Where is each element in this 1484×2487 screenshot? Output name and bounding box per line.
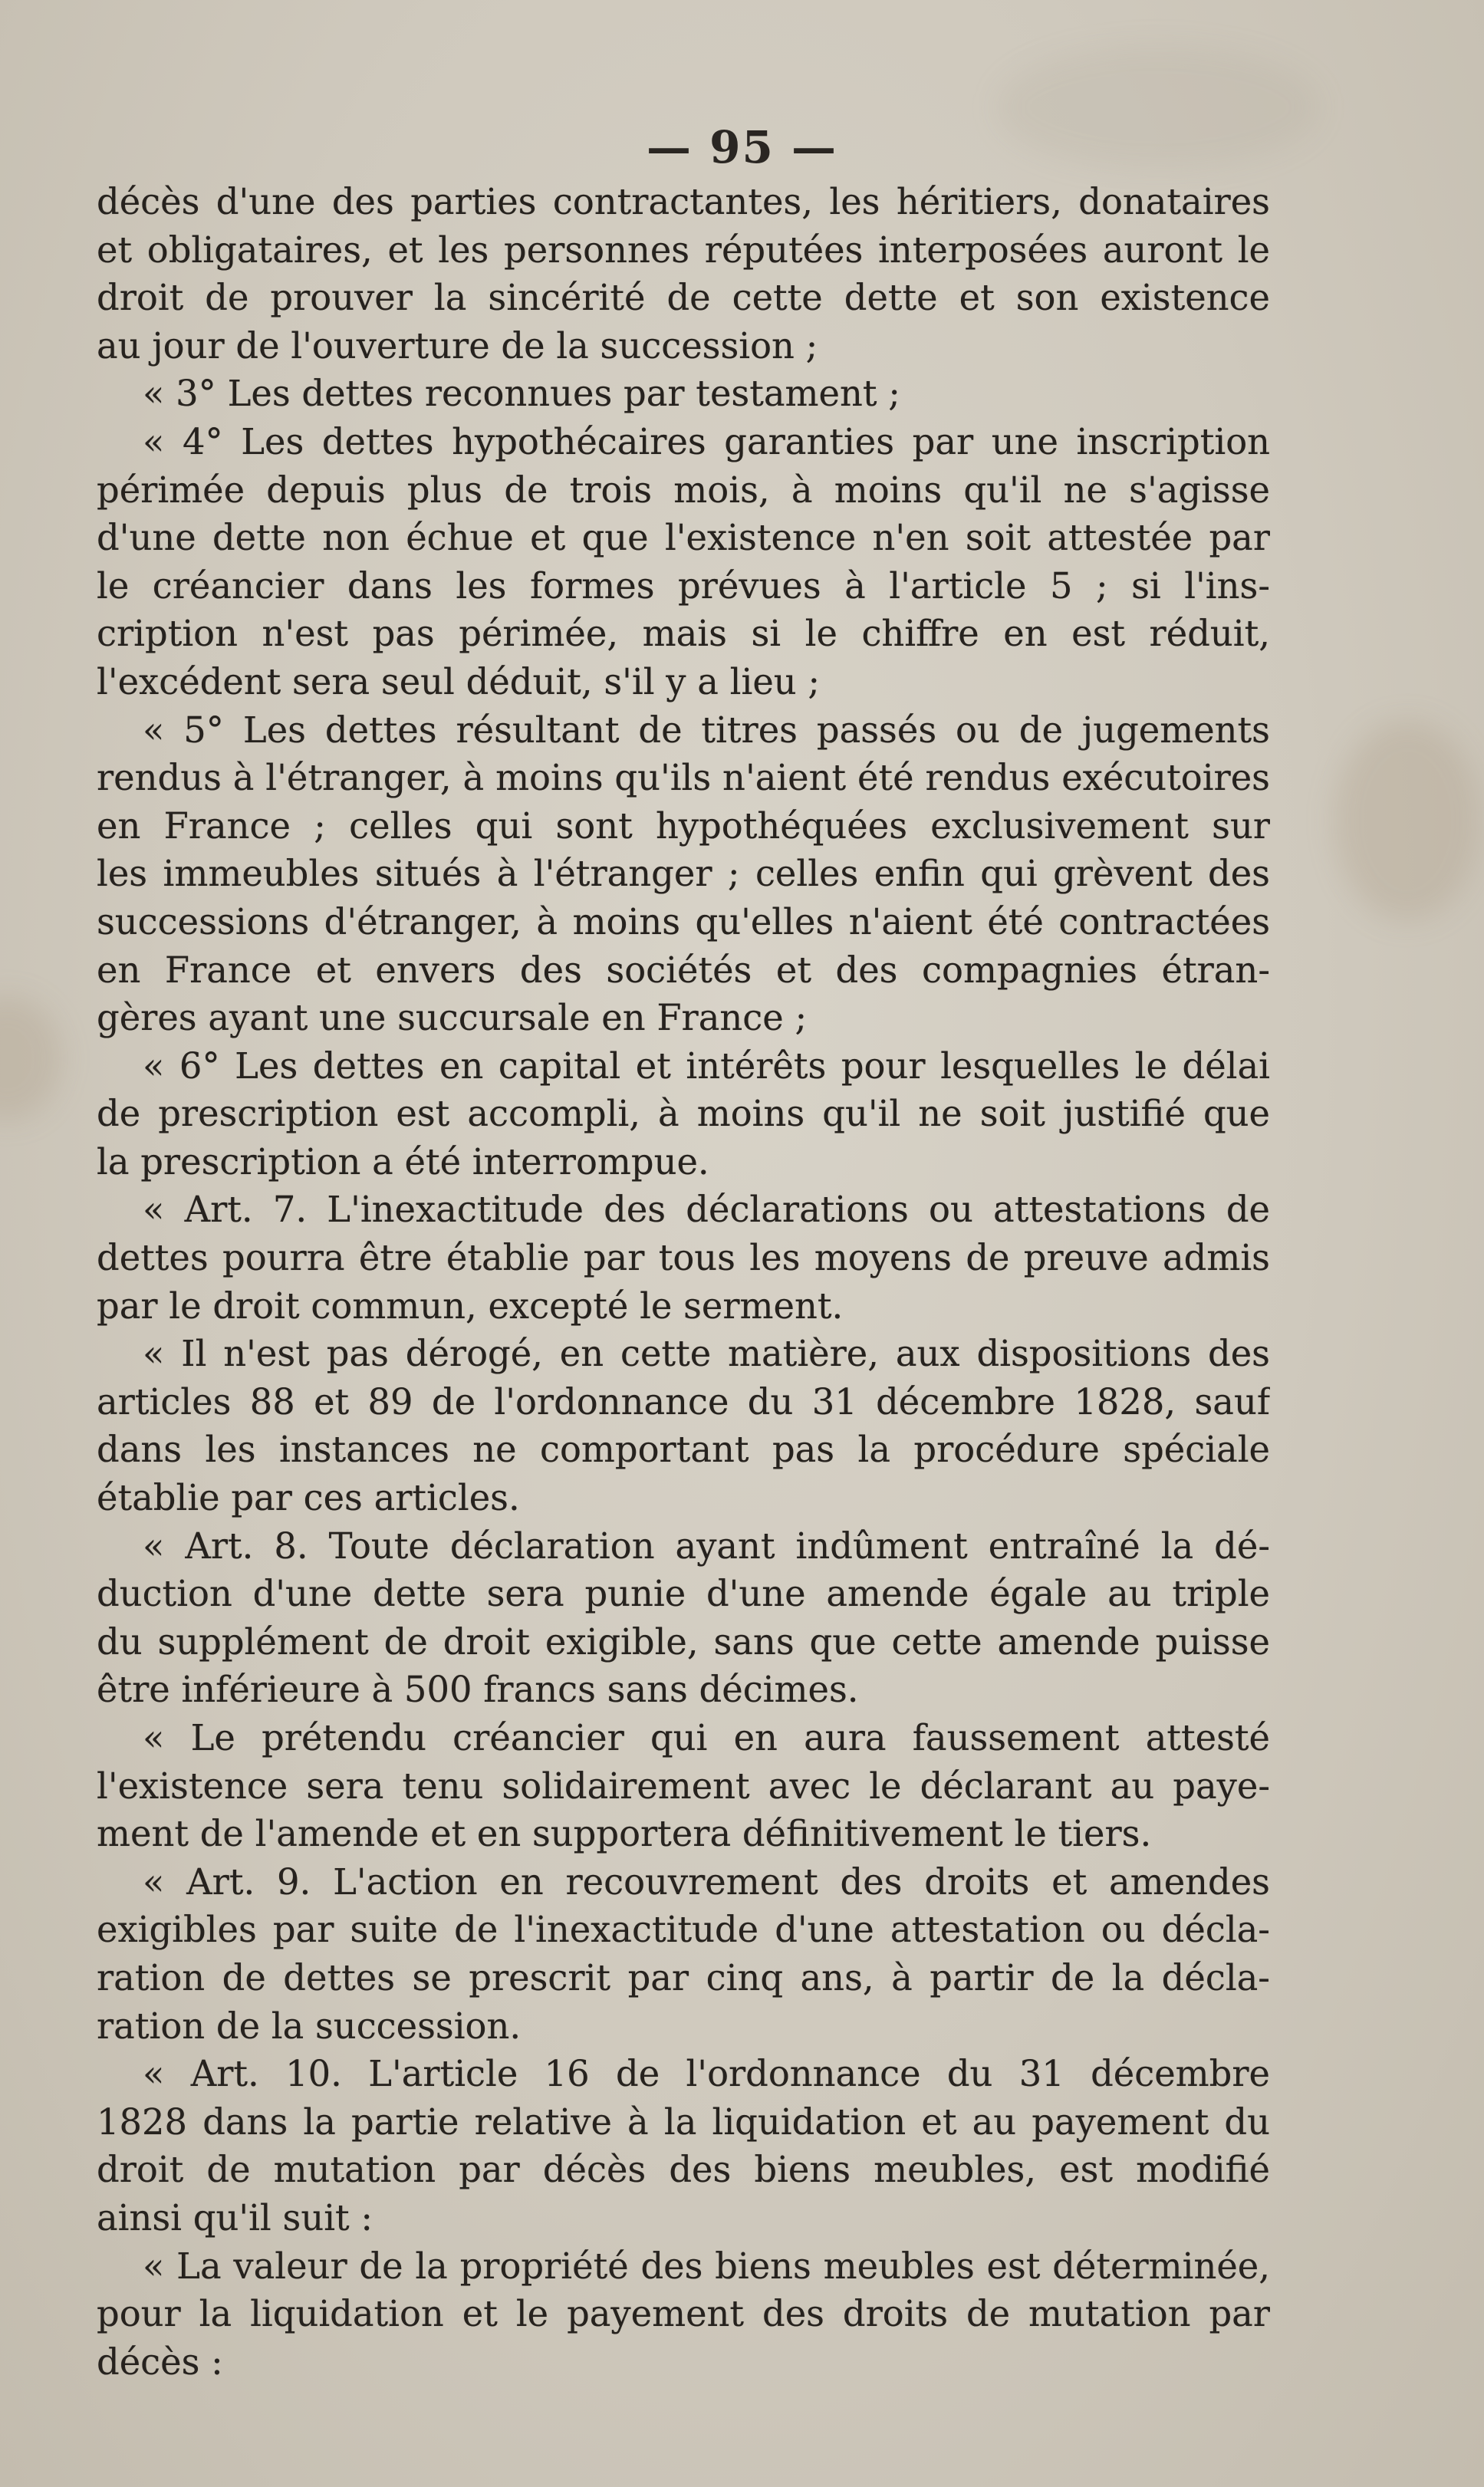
text-line: en France ; celles qui sont hypothéquées exclusivement sur <box>97 804 1270 847</box>
text-line: par le droit commun, excepté le serment. <box>97 1285 844 1327</box>
text-line: du supplément de droit exigible, sans que cette amende puisse <box>97 1620 1270 1663</box>
text-line: cription n'est pas périmée, mais si le chiffre en est réduit, <box>97 613 1270 655</box>
paper-stain <box>1334 721 1480 920</box>
paragraph <box>97 370 1270 418</box>
text-line: ration de la succession. <box>97 2005 522 2047</box>
text-line: articles 88 et 89 de l'ordonnance du 31 décembre 1828, sauf <box>97 1380 1270 1423</box>
paragraph <box>97 178 1270 370</box>
text-line: ainsi qu'il suit : <box>97 2196 373 2239</box>
text-line: droit de prouver la sincérité de cette dette et son existence <box>97 277 1270 319</box>
text-line: droit de mutation par décès des biens meubles, est modifié <box>97 2149 1270 2191</box>
paragraph <box>97 1714 1270 1858</box>
text-line: « Art. 8. Toute déclaration ayant indûment entraîné la dé- <box>143 1525 1270 1567</box>
paper-stain <box>0 997 61 1120</box>
text-line: décès d'une des parties contractantes, les héritiers, donataires <box>97 181 1270 222</box>
body-text <box>97 178 1270 2386</box>
text-line: dettes pourra être établie par tous les moyens de preuve admis <box>97 1237 1270 1279</box>
text-line: « 4° Les dettes hypothécaires garanties par une inscription <box>143 420 1270 462</box>
text-line: « Art. 9. L'action en recouvrement des droits et amendes <box>143 1860 1270 1903</box>
paragraph <box>97 1042 1270 1186</box>
text-line: successions d'étranger, à moins qu'elles n'aient été contractées <box>97 900 1270 942</box>
paragraph <box>97 1522 1270 1714</box>
text-line: 1828 dans la partie relative à la liquidation et au payement du <box>97 2100 1270 2143</box>
page-number: — 95 — <box>646 121 838 173</box>
text-line: gères ayant une succursale en France ; <box>97 997 808 1039</box>
text-line: l'existence sera tenu solidairement avec le déclarant au paye- <box>97 1765 1270 1807</box>
text-line: périmée depuis plus de trois mois, à moins qu'il ne s'agisse <box>97 469 1270 511</box>
text-line: « 5° Les dettes résultant de titres passés ou de jugements <box>143 709 1270 751</box>
text-line: de prescription est accompli, à moins qu'il ne soit justifié que <box>97 1093 1270 1135</box>
text-line: « Le prétendu créancier qui en aura faussement attesté <box>143 1717 1270 1758</box>
text-line: la prescription a été interrompue. <box>97 1140 709 1183</box>
text-line: pour la liquidation et le payement des droits de mutation par <box>97 2293 1270 2335</box>
paragraph <box>97 1330 1270 1521</box>
text-line: décès : <box>97 2341 223 2383</box>
text-line: être inférieure à 500 francs sans décimes. <box>97 1669 859 1711</box>
text-line: d'une dette non échue et que l'existence n'en soit attestée par <box>97 517 1270 559</box>
paragraph <box>97 1186 1270 1330</box>
text-line: « La valeur de la propriété des biens meubles est déterminée, <box>143 2245 1270 2287</box>
text-line: en France et envers des sociétés et des compagnies étran- <box>97 949 1270 991</box>
text-line: dans les instances ne comportant pas la procédure spéciale <box>97 1429 1270 1471</box>
text-line: ment de l'amende et en supportera définitivement le tiers. <box>97 1813 1152 1855</box>
text-line: ration de dettes se prescrit par cinq ans, à partir de la décla- <box>97 1956 1270 1998</box>
text-line: « 3° Les dettes reconnues par testament ; <box>143 373 900 415</box>
text-line: « 6° Les dettes en capital et intérêts pour lesquelles le délai <box>143 1044 1270 1087</box>
text-line: au jour de l'ouverture de la succession ; <box>97 324 818 367</box>
text-line: le créancier dans les formes prévues à l'article 5 ; si l'ins- <box>97 564 1270 607</box>
paragraph <box>97 418 1270 706</box>
text-line: duction d'une dette sera punie d'une amende égale au triple <box>97 1573 1270 1615</box>
text-line: « Art. 7. L'inexactitude des déclarations ou attestations de <box>143 1189 1270 1231</box>
text-line: rendus à l'étranger, à moins qu'ils n'aient été rendus exécutoires <box>97 757 1270 799</box>
paragraph <box>97 2050 1270 2242</box>
text-line: et obligataires, et les personnes réputées interposées auront le <box>97 229 1270 271</box>
paragraph <box>97 706 1270 1042</box>
text-line: les immeubles situés à l'étranger ; celles enfin qui grèvent des <box>97 853 1270 895</box>
text-line: l'excédent sera seul déduit, s'il y a lieu ; <box>97 660 821 702</box>
text-line: exigibles par suite de l'inexactitude d'une attestation ou décla- <box>97 1909 1270 1951</box>
text-line: établie par ces articles. <box>97 1477 520 1519</box>
text-line: « Art. 10. L'article 16 de l'ordonnance du 31 décembre <box>143 2053 1270 2095</box>
paragraph <box>97 2242 1270 2387</box>
paragraph <box>97 1858 1270 2050</box>
text-line: « Il n'est pas dérogé, en cette matière, aux dispositions des <box>143 1333 1270 1375</box>
